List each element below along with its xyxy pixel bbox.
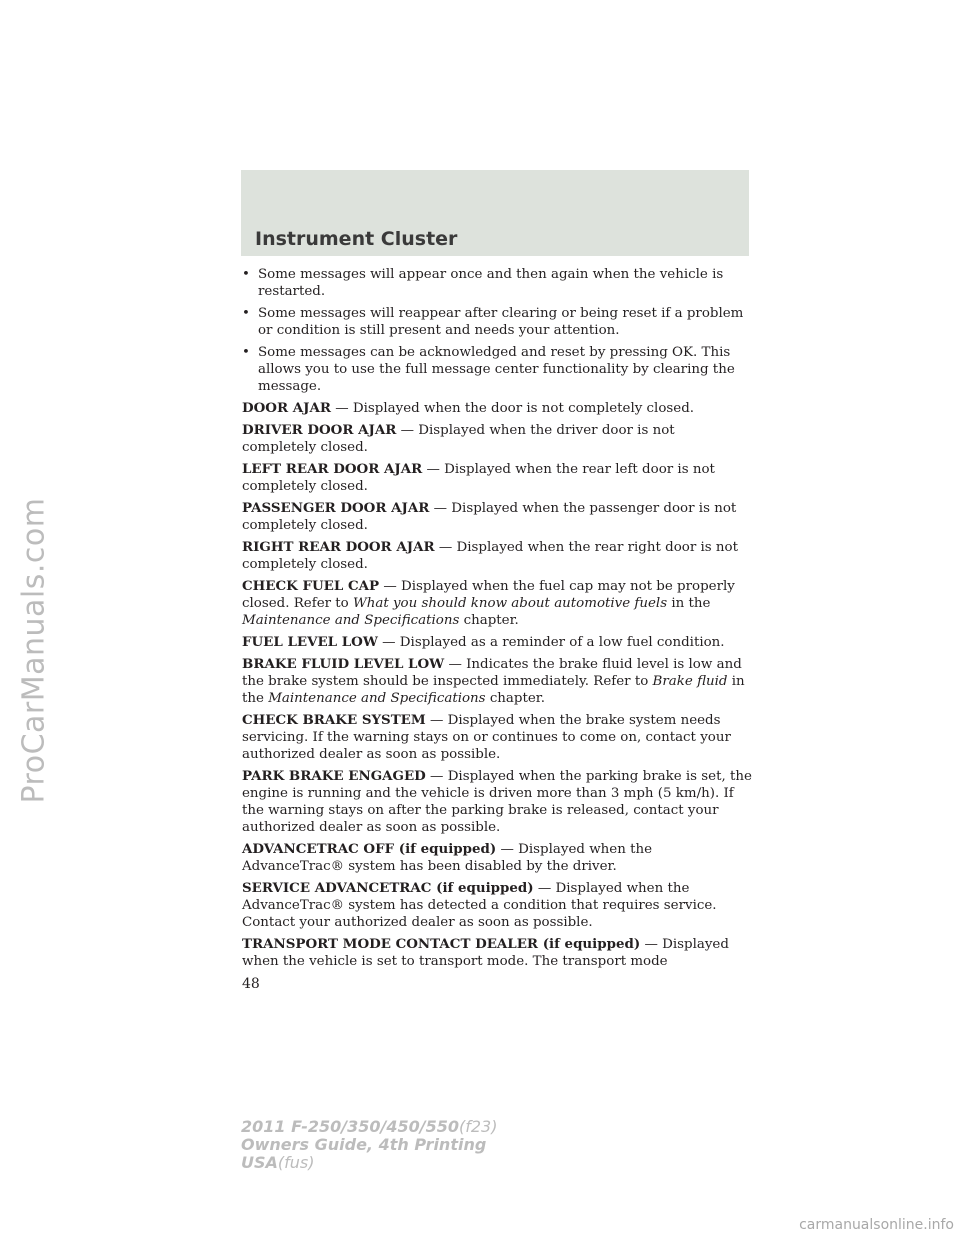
entry-text: — Displayed when the parking brake is set, the engine is running and the vehicle is driven more than 3 mph (5 km/h). If the warning stays on after the parking brake is released, contact your authorized dealer as soon as possible.	[242, 769, 752, 835]
entry-text: — Displayed when the AdvanceTrac® system has been disabled by the driver.	[242, 842, 653, 874]
section-title: Instrument Cluster	[255, 228, 458, 250]
entry-term: FUEL LEVEL LOW	[242, 634, 378, 650]
bullet-text: Some messages can be acknowledged and reset by pressing OK. This allows you to use the full message center functionality by clearing the message.	[258, 345, 735, 394]
entry-text: — Displayed when the fuel cap may not be properly closed. Refer to	[242, 579, 735, 611]
entry-chapter-reference: Maintenance and Specifications	[242, 613, 460, 628]
entry-term: DRIVER DOOR AJAR	[242, 422, 397, 438]
entry-advancetrac-off	[242, 841, 752, 875]
entry-term: PARK BRAKE ENGAGED	[242, 768, 426, 784]
footer	[241, 1118, 497, 1172]
entry-term: RIGHT REAR DOOR AJAR	[242, 539, 435, 555]
watermark	[10, 300, 58, 1000]
entry-brake-fluid-level-low	[242, 656, 752, 707]
entry-check-fuel-cap	[242, 578, 752, 629]
entry-chapter: chapter.	[463, 613, 519, 628]
entry-term: PASSENGER DOOR AJAR	[242, 500, 430, 516]
entry-text: — Displayed when the brake system needs servicing. If the warning stays on or continues to come on, contact your authorized dealer as soon as possible.	[242, 713, 731, 762]
entry-park-brake-engaged	[242, 768, 752, 836]
entry-right-rear-door-ajar	[242, 539, 752, 573]
entry-chapter-reference: Maintenance and Specifications	[268, 691, 486, 706]
entry-in-the: in the	[242, 674, 745, 706]
entry-in-the: in the	[671, 596, 711, 611]
footer-line-region	[241, 1154, 497, 1172]
entry-text: — Displayed when the vehicle is set to transport mode. The transport mode	[242, 937, 729, 969]
entry-term: DOOR AJAR	[242, 400, 331, 416]
bullet-icon: •	[242, 306, 250, 321]
bullet-text: Some messages will appear once and then again when the vehicle is restarted.	[258, 267, 724, 299]
entry-term: LEFT REAR DOOR AJAR	[242, 461, 423, 477]
bullet-text: Some messages will reappear after clearing or being reset if a problem or condition is still present and needs your attention.	[258, 306, 744, 338]
bullet-item	[242, 266, 752, 300]
entry-driver-door-ajar	[242, 422, 752, 456]
entry-reference: Brake fluid	[652, 674, 728, 689]
footer-line-model	[241, 1118, 497, 1136]
entry-term: BRAKE FLUID LEVEL LOW	[242, 656, 445, 672]
entry-text: — Displayed when the door is not completely closed.	[335, 401, 695, 416]
entry-text: — Displayed when the passenger door is not completely closed.	[242, 501, 737, 533]
entry-term: TRANSPORT MODE CONTACT DEALER (if equipped)	[242, 936, 641, 952]
bullet-icon: •	[242, 267, 250, 282]
footer-model-code: (f23)	[459, 1117, 498, 1136]
site-watermark: carmanualsonline.info	[799, 1217, 954, 1233]
watermark-text: ProCarManuals.com	[16, 496, 52, 804]
entry-text: — Displayed when the rear left door is not completely closed.	[242, 462, 715, 494]
footer-model: 2011 F-250/350/450/550	[241, 1117, 459, 1136]
footer-guide: Owners Guide, 4th Printing	[241, 1135, 487, 1154]
bullet-icon: •	[242, 345, 250, 360]
entry-term: CHECK BRAKE SYSTEM	[242, 712, 426, 728]
entry-check-brake-system	[242, 712, 752, 763]
bullet-item	[242, 344, 752, 395]
entry-left-rear-door-ajar	[242, 461, 752, 495]
entry-transport-mode	[242, 936, 752, 970]
entry-text: — Indicates the brake fluid level is low and the brake system should be inspected immediately. Refer to	[242, 657, 742, 689]
entry-text: — Displayed when the rear right door is not completely closed.	[242, 540, 738, 572]
entry-term: ADVANCETRAC OFF (if equipped)	[242, 841, 497, 857]
entry-passenger-door-ajar	[242, 500, 752, 534]
entry-reference: What you should know about automotive fuels	[352, 596, 668, 611]
page-number: 48	[242, 976, 260, 992]
footer-region-code: (fus)	[277, 1153, 315, 1172]
entry-term: SERVICE ADVANCETRAC (if equipped)	[242, 880, 534, 896]
section-header	[241, 170, 749, 256]
entry-text: — Displayed when the driver door is not completely closed.	[242, 423, 675, 455]
entry-text: — Displayed as a reminder of a low fuel condition.	[382, 635, 725, 650]
entry-term: CHECK FUEL CAP	[242, 578, 380, 594]
entry-fuel-level-low	[242, 634, 752, 651]
entry-chapter: chapter.	[489, 691, 545, 706]
entry-service-advancetrac	[242, 880, 752, 931]
page-content	[242, 266, 752, 975]
entry-text: — Displayed when the AdvanceTrac® system has detected a condition that requires service. Contact your authorized dealer as soon as possible.	[242, 881, 717, 930]
footer-region: USA	[241, 1153, 278, 1172]
entry-door-ajar	[242, 400, 752, 417]
bullet-item	[242, 305, 752, 339]
